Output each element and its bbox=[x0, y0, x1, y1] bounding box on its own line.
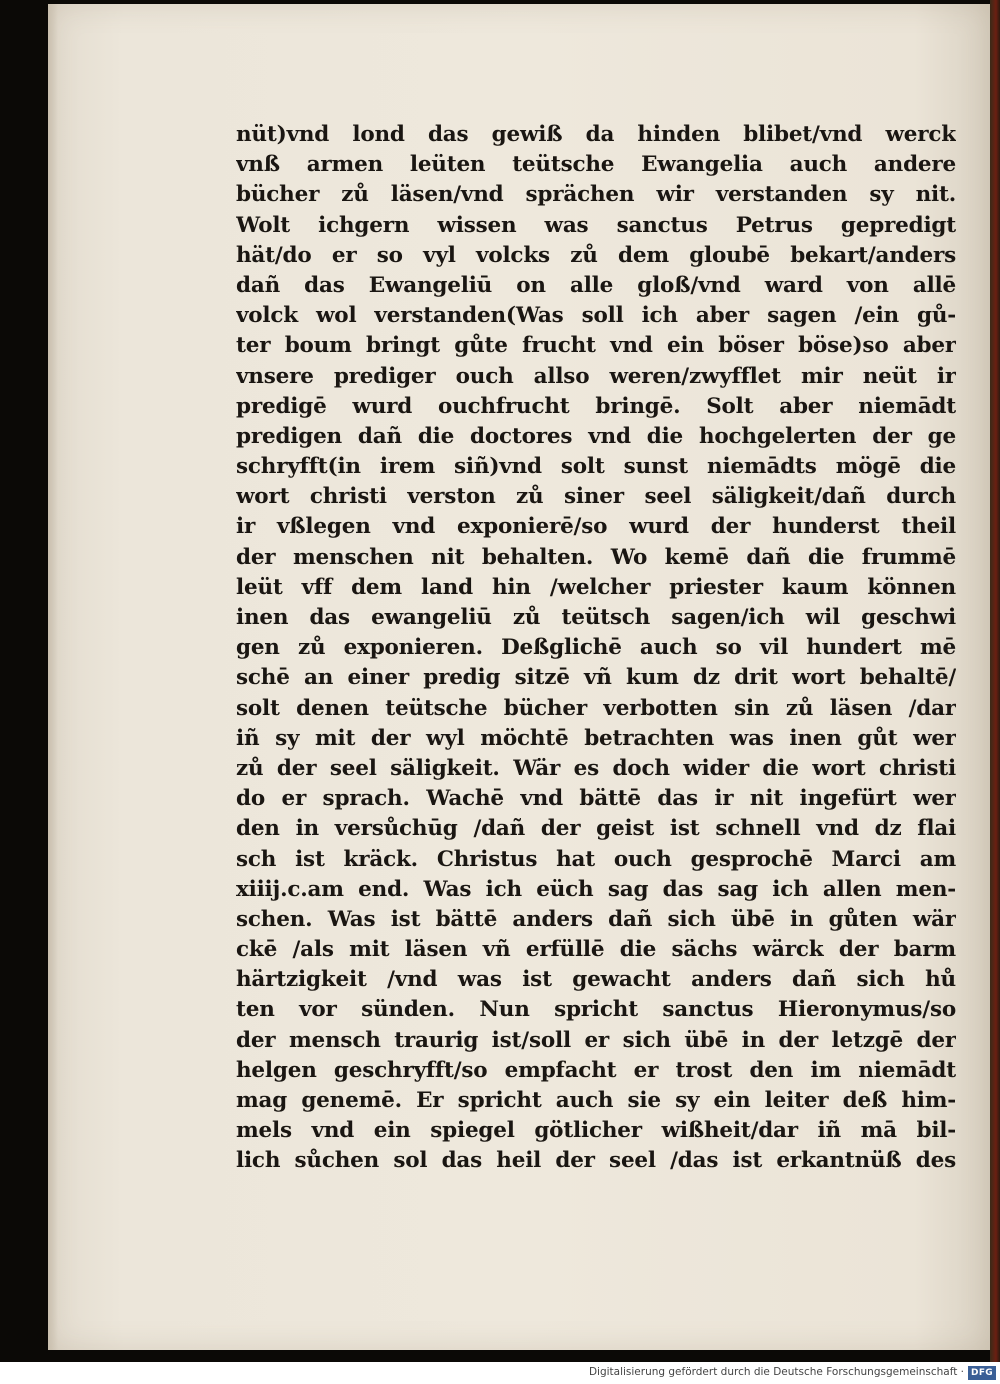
text-line: leüt vff dem land hin /welcher priester kaum können bbox=[236, 574, 956, 600]
text-line: inen das ewangeliū zů teütsch sagen/ich wil geschwi bbox=[236, 605, 956, 630]
text-line: härtzigkeit /vnd was ist gewacht anders dañ sich hů bbox=[236, 967, 956, 993]
text-line: ter boum bringt gůte frucht vnd ein böser böse)so aber bbox=[236, 333, 956, 359]
text-line: schryfft(in irem siñ)vnd solt sunst niemādts mögē die bbox=[236, 454, 956, 480]
text-line: dañ das Ewangeliū on alle gloß/vnd ward von allē bbox=[236, 272, 956, 298]
text-line: mels vnd ein spiegel götlicher wißheit/dar iñ mā bil- bbox=[236, 1118, 956, 1144]
dfg-logo-icon: DFG bbox=[968, 1366, 996, 1380]
text-line: helgen geschryfft/so empfacht er trost den im niemādt bbox=[236, 1057, 956, 1083]
text-line: gen zů exponieren. Deßglichē auch so vil hundert mē bbox=[236, 635, 956, 661]
text-line: do er sprach. Wachē vnd bättē das ir nit ingefürt wer bbox=[236, 786, 956, 812]
text-line: hät/do er so vyl volcks zů dem gloubē bekart/anders bbox=[236, 242, 956, 268]
text-line: schē an einer predig sitzē vñ kum dz drit wort behaltē/ bbox=[236, 665, 956, 691]
text-line: ir vßlegen vnd exponierē/so wurd der hunderst theil bbox=[236, 514, 956, 540]
text-line: vnß armen leüten teütsche Ewangelia auch andere bbox=[236, 152, 956, 178]
text-line: der menschen nit behalten. Wo kemē dañ die frummē bbox=[236, 544, 956, 570]
text-line: lich sůchen sol das heil der seel /das ist erkantnüß des bbox=[236, 1148, 956, 1174]
text-line: schen. Was ist bättē anders dañ sich übē in gůten wär bbox=[236, 906, 956, 932]
text-line: sch ist kräck. Christus hat ouch gesprochē Marci am bbox=[236, 846, 956, 872]
text-line: vnsere prediger ouch allso weren/zwyfflet mir neüt ir bbox=[236, 363, 956, 389]
text-line: ten vor sünden. Nun spricht sanctus Hieronymus/so bbox=[236, 997, 956, 1023]
page-text-block bbox=[236, 120, 956, 1177]
text-line: Wolt ichgern wissen was sanctus Petrus gepredigt bbox=[236, 212, 956, 238]
text-line: ckē /als mit läsen vñ erfüllē die sächs wärck der barm bbox=[236, 937, 956, 963]
text-line: bücher zů läsen/vnd sprächen wir verstanden sy nit. bbox=[236, 182, 956, 208]
text-line: mag genemē. Er spricht auch sie sy ein leiter deß him- bbox=[236, 1088, 956, 1113]
text-line: iñ sy mit der wyl möchtē betrachten was inen gůt wer bbox=[236, 725, 956, 751]
text-line: wort christi verston zů siner seel säligkeit/dañ durch bbox=[236, 484, 956, 510]
text-line: der mensch traurig ist/soll er sich übē in der letzgē der bbox=[236, 1027, 956, 1053]
text-line: volck wol verstanden(Was soll ich aber sagen /ein gů- bbox=[236, 303, 956, 329]
funding-credit: Digitalisierung gefördert durch die Deutsche Forschungsgemeinschaft · bbox=[588, 1366, 964, 1378]
text-line: den in versůchūg /dañ der geist ist schnell vnd dz flai bbox=[236, 816, 956, 842]
page-edge-shadow bbox=[48, 4, 58, 1350]
text-line: predigē wurd ouchfrucht bringē. Solt aber niemādt bbox=[236, 393, 956, 419]
footer-bar bbox=[0, 1362, 1000, 1384]
text-line: nüt)vnd lond das gewiß da hinden blibet/vnd werck bbox=[236, 122, 956, 147]
text-line: predigen dañ die doctores vnd die hochgelerten der ge bbox=[236, 423, 956, 449]
book-binding-edge bbox=[990, 0, 1000, 1362]
text-line: xiiij.c.am end. Was ich eüch sag das sag ich allen men- bbox=[236, 876, 956, 902]
text-line: solt denen teütsche bücher verbotten sin zů läsen /dar bbox=[236, 695, 956, 721]
text-line: zů der seel säligkeit. Wär es doch wider die wort christi bbox=[236, 755, 956, 781]
